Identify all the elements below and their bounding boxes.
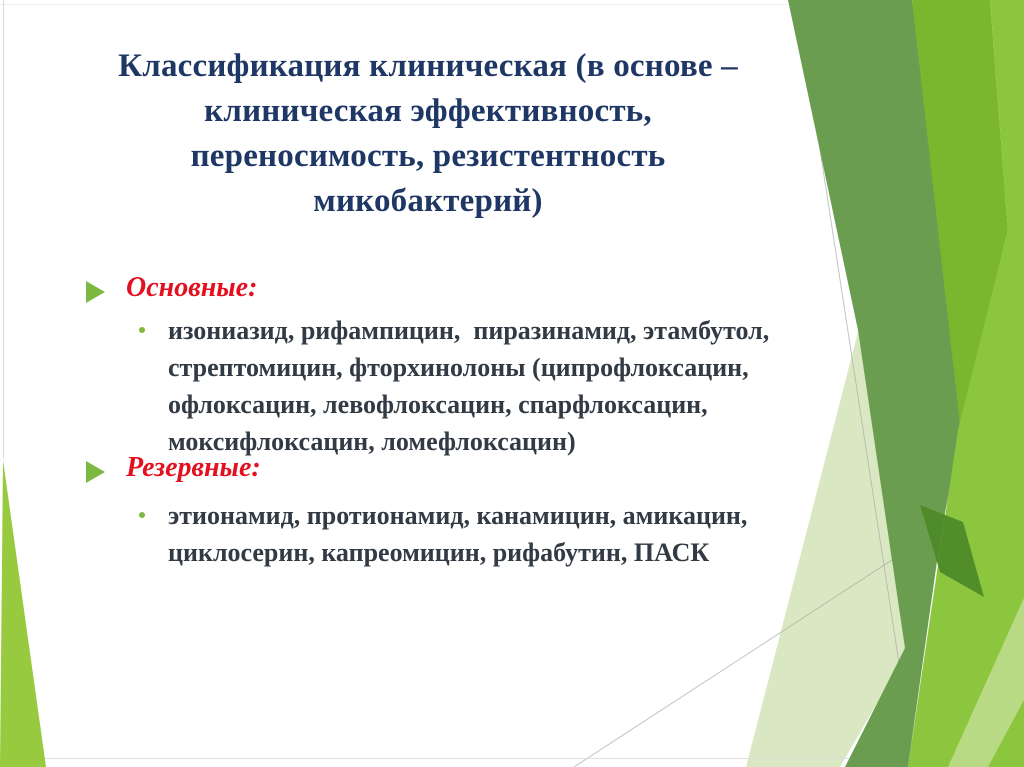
slide-title (50, 44, 806, 224)
slide-title-line: клиническая эффективность, (204, 93, 652, 129)
triangle-bullet-icon (86, 281, 105, 303)
slide-title-line: Классификация клиническая (в основе – (118, 48, 738, 84)
bullet-label-reserve-drugs: Резервные: (126, 452, 261, 483)
bottom-left-triangle-shape (0, 460, 46, 767)
slide-title-line: микобактерий) (313, 183, 543, 219)
main-drugs-list: изониазид, рифампицин, пиразинамид, этамбутол, стрептомицин, фторхинолоны (ципрофлоксацин, офлоксацин, левофлоксацин, спарфлоксацин, моксифлоксацин, ломефлоксацин) (168, 316, 770, 456)
bullet-label-main-drugs: Основные: (126, 272, 258, 303)
dot-bullet-icon (139, 327, 145, 333)
triangle-bullet-icon (86, 461, 105, 483)
dot-bullet-icon (139, 512, 145, 518)
reserve-drugs-list: этионамид, протионамид, канамицин, амикацин, циклосерин, капреомицин, рифабутин, ПАСК (168, 501, 748, 567)
slide-title-line: переносимость, резистентность (190, 138, 666, 174)
